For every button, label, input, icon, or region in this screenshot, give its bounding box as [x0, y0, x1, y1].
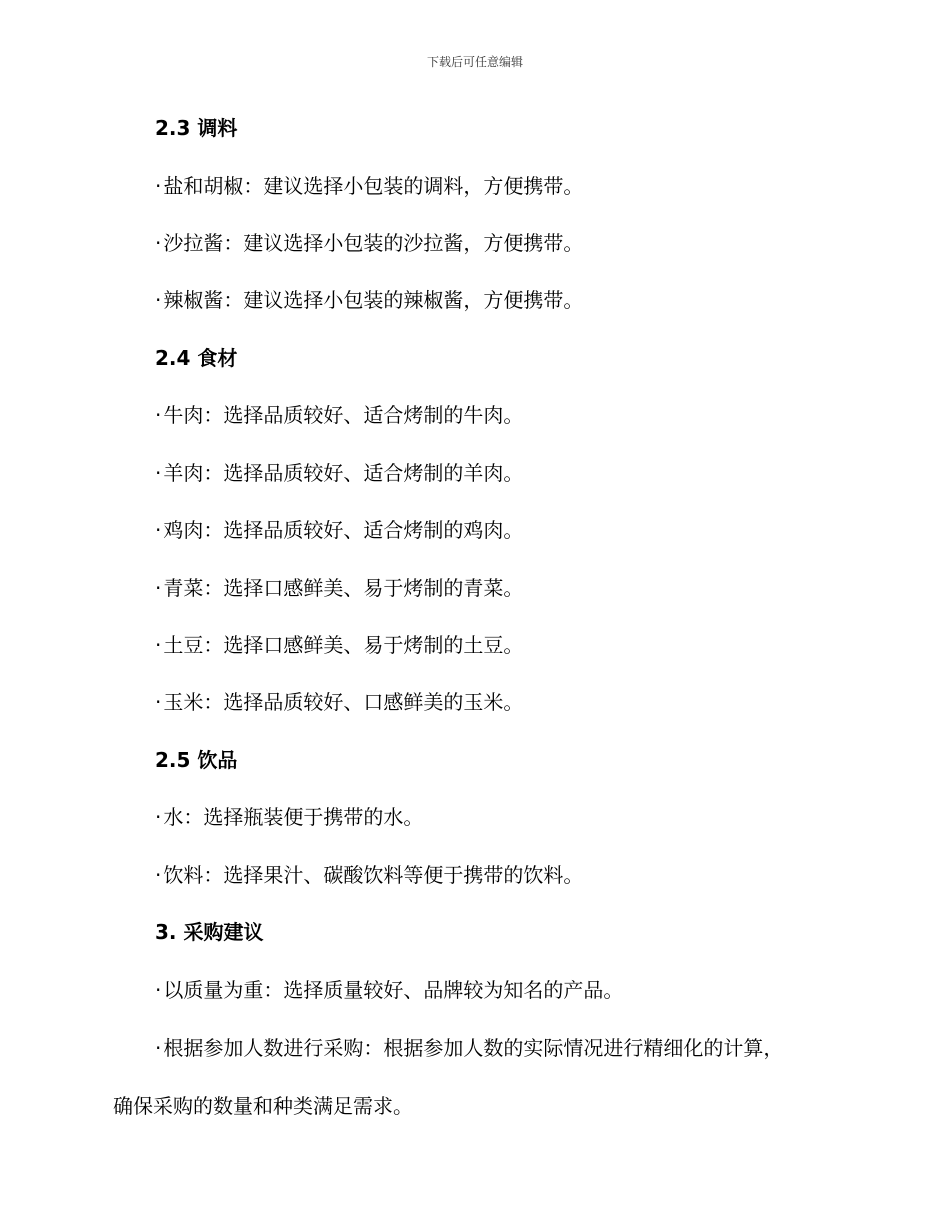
- bullet-icon: ·: [155, 863, 162, 887]
- list-item: [155, 574, 523, 602]
- bullet-icon: ·: [155, 461, 162, 485]
- bullet-icon: ·: [155, 576, 162, 600]
- list-item-text: 水：选择瓶装便于携带的水。: [163, 805, 424, 829]
- list-item: [155, 401, 523, 429]
- bullet-icon: ·: [155, 518, 162, 542]
- list-item-text: 饮料：选择果汁、碳酸饮料等便于携带的饮料。: [163, 863, 584, 887]
- list-item: [155, 459, 523, 487]
- bullet-icon: ·: [155, 633, 162, 657]
- list-item: [155, 631, 523, 659]
- bullet-icon: ·: [155, 805, 162, 829]
- bullet-icon: ·: [155, 978, 162, 1002]
- page-header: 下载后可任意编辑: [426, 55, 523, 69]
- list-item: [155, 861, 583, 889]
- list-item: [155, 976, 623, 1004]
- list-item-text: 鸡肉：选择品质较好、适合烤制的鸡肉。: [163, 518, 524, 542]
- list-item: [155, 229, 583, 257]
- section-heading-2-4: 2.4 食材: [155, 346, 238, 370]
- section-heading-2-3: 2.3 调料: [155, 116, 238, 140]
- section-heading-2-5: 2.5 饮品: [155, 748, 238, 772]
- list-item: [155, 516, 523, 544]
- bullet-icon: ·: [155, 288, 162, 312]
- bullet-icon: ·: [155, 690, 162, 714]
- list-item: [155, 286, 583, 314]
- list-item-text: 土豆：选择口感鲜美、易于烤制的土豆。: [163, 633, 524, 657]
- list-item-text: 青菜：选择口感鲜美、易于烤制的青菜。: [163, 576, 524, 600]
- section-heading-3: 3. 采购建议: [155, 920, 264, 944]
- list-item-text: 牛肉：选择品质较好、适合烤制的牛肉。: [163, 403, 524, 427]
- list-item-text: 沙拉酱：建议选择小包装的沙拉酱，方便携带。: [163, 231, 584, 255]
- bullet-icon: ·: [155, 403, 162, 427]
- bullet-icon: ·: [155, 231, 162, 255]
- list-item-text: 玉米：选择品质较好、口感鲜美的玉米。: [163, 690, 524, 714]
- list-item: [155, 688, 523, 716]
- list-item: [155, 172, 583, 200]
- list-item: [155, 803, 423, 831]
- list-item-paragraph: [113, 1019, 803, 1135]
- list-item-text: 以质量为重：选择质量较好、品牌较为知名的产品。: [163, 978, 624, 1002]
- list-item-text: 根据参加人数进行采购：根据参加人数的实际情况进行精细化的计算，确保采购的数量和种类满足需求。: [113, 1036, 784, 1118]
- bullet-icon: ·: [155, 1036, 162, 1060]
- list-item-text: 羊肉：选择品质较好、适合烤制的羊肉。: [163, 461, 524, 485]
- list-item-text: 辣椒酱：建议选择小包装的辣椒酱，方便携带。: [163, 288, 584, 312]
- list-item-text: 盐和胡椒：建议选择小包装的调料，方便携带。: [163, 174, 584, 198]
- bullet-icon: ·: [155, 174, 162, 198]
